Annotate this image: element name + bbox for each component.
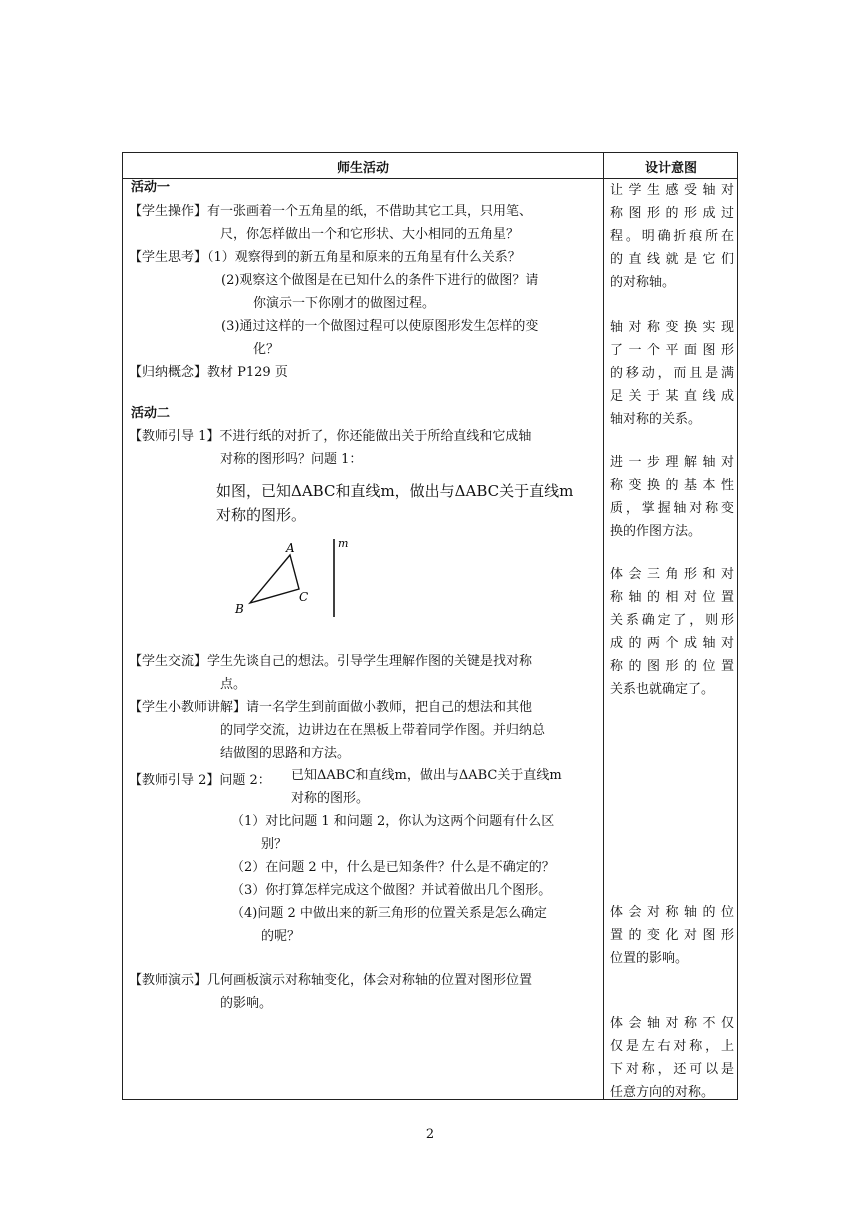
intent-line: 任意方向的对称。 xyxy=(610,1085,715,1100)
intent-line: 位置的影响。 xyxy=(610,951,689,966)
problem-two-line: 已知ΔABC和直线m，做出与ΔABC关于直线m xyxy=(291,768,562,783)
text-line: 你演示一下你刚才的做图过程。 xyxy=(253,296,436,311)
text-line: 对称的图形。 xyxy=(291,791,370,806)
activity-two-title: 活动二 xyxy=(131,406,171,421)
text-line: 【学生操作】有一张画着一个五角星的纸，不借助其它工具，只用笔、 xyxy=(129,204,533,219)
question-line: 的呢？ xyxy=(261,929,301,944)
question-line: （3）你打算怎样完成这个做图？并试着做出几个图形。 xyxy=(231,883,552,898)
text-line: 结做图的思路和方法。 xyxy=(220,746,351,761)
vertex-label-a: A xyxy=(286,541,295,555)
vertex-label-b: B xyxy=(235,602,244,616)
intent-line: 称图形的形成过 xyxy=(610,206,734,221)
intent-paragraph-1 xyxy=(610,179,734,294)
triangle-figure xyxy=(223,531,363,619)
intent-paragraph-2 xyxy=(610,316,734,431)
intent-line: 称轴的相对位置 xyxy=(610,590,734,605)
text-line: 的同学交流，边讲边在在黑板上带着同学作图。并归纳总 xyxy=(220,723,546,738)
line-label-m: m xyxy=(338,537,349,550)
text-line: 尺，你怎样做出一个和它形状、大小相同的五角星？ xyxy=(220,227,520,242)
intent-paragraph-3 xyxy=(610,451,734,543)
intent-line: 轴对称的关系。 xyxy=(610,412,702,427)
text-line: 化？ xyxy=(253,342,280,357)
problem-one-line: 如图，已知ΔABC和直线m，做出与ΔABC关于直线m xyxy=(216,482,574,500)
triangle-abc xyxy=(250,555,299,603)
intent-line: 下对称，还可以是 xyxy=(610,1062,734,1077)
intent-line: 轴对称变换实现 xyxy=(610,320,734,335)
text-line: 的影响。 xyxy=(220,996,273,1011)
text-line: 【学生交流】学生先谈自己的想法。引导学生理解作图的关键是找对称 xyxy=(129,654,533,669)
question-line: （1）对比问题 1 和问题 2，你认为这两个问题有什么区 xyxy=(231,814,555,829)
question-line: （2）在问题 2 中，什么是已知条件？什么是不确定的？ xyxy=(231,860,555,875)
column-divider xyxy=(603,153,604,1099)
page-number: 2 xyxy=(425,1127,435,1142)
intent-line: 关系确定了，则形 xyxy=(610,613,734,628)
intent-line: 关系也就确定了。 xyxy=(610,682,715,697)
intent-line: 程。明确折痕所在 xyxy=(610,229,734,244)
intent-line: 体会三角形和对 xyxy=(610,567,734,582)
intent-line: 的直线就是它们 xyxy=(610,252,734,267)
intent-paragraph-5 xyxy=(610,901,734,970)
question-line: 别？ xyxy=(261,837,288,852)
intent-line: 体会轴对称不仅 xyxy=(610,1016,734,1031)
text-line: 对称的图形吗？问题 1： xyxy=(220,452,363,467)
text-line: 【教师演示】几何画板演示对称轴变化，体会对称轴的位置对图形位置 xyxy=(129,973,533,988)
intent-paragraph-6 xyxy=(610,1012,734,1104)
intent-line: 质，掌握轴对称变 xyxy=(610,501,734,516)
intent-line: 的移动，而且是满 xyxy=(610,366,734,381)
header-design-intent: 设计意图 xyxy=(644,161,697,176)
intent-line: 仅是左右对称，上 xyxy=(610,1039,734,1054)
intent-paragraph-4 xyxy=(610,563,734,701)
lesson-table xyxy=(122,152,738,1100)
text-line: 【学生小教师讲解】请一名学生到前面做小教师，把自己的想法和其他 xyxy=(129,700,533,715)
intent-line: 足关于某直线成 xyxy=(610,389,734,404)
problem-one-line: 对称的图形。 xyxy=(216,506,307,524)
intent-line: 称的图形的位置 xyxy=(610,659,734,674)
header-activities: 师生活动 xyxy=(336,161,389,176)
intent-line: 的对称轴。 xyxy=(610,275,676,290)
question-line: （4)问题 2 中做出来的新三角形的位置关系是怎么确定 xyxy=(231,906,547,921)
intent-line: 让学生感受轴对 xyxy=(610,183,734,198)
vertex-label-c: C xyxy=(299,590,309,604)
intent-line: 进一步理解轴对 xyxy=(610,455,734,470)
text-line: 【教师引导 1】不进行纸的对折了，你还能做出关于所给直线和它成轴 xyxy=(129,429,532,444)
intent-line: 换的作图方法。 xyxy=(610,524,702,539)
text-line: (2)观察这个做图是在已知什么的条件下进行的做图？请 xyxy=(221,273,539,288)
text-line: 【教师引导 2】问题 2： xyxy=(129,773,271,788)
text-line: 【归纳概念】教材 P129 页 xyxy=(129,365,288,380)
intent-line: 置的变化对图形 xyxy=(610,928,734,943)
activity-one-title: 活动一 xyxy=(131,180,171,195)
text-line: 点。 xyxy=(220,677,247,692)
text-line: (3)通过这样的一个做图过程可以使原图形发生怎样的变 xyxy=(221,319,539,334)
intent-line: 称变换的基本性 xyxy=(610,478,734,493)
intent-line: 体会对称轴的位 xyxy=(610,905,734,920)
intent-line: 了一个平面图形 xyxy=(610,343,734,358)
intent-line: 成的两个成轴对 xyxy=(610,636,734,651)
text-line: 【学生思考】（1）观察得到的新五角星和原来的五角星有什么关系？ xyxy=(129,250,521,265)
